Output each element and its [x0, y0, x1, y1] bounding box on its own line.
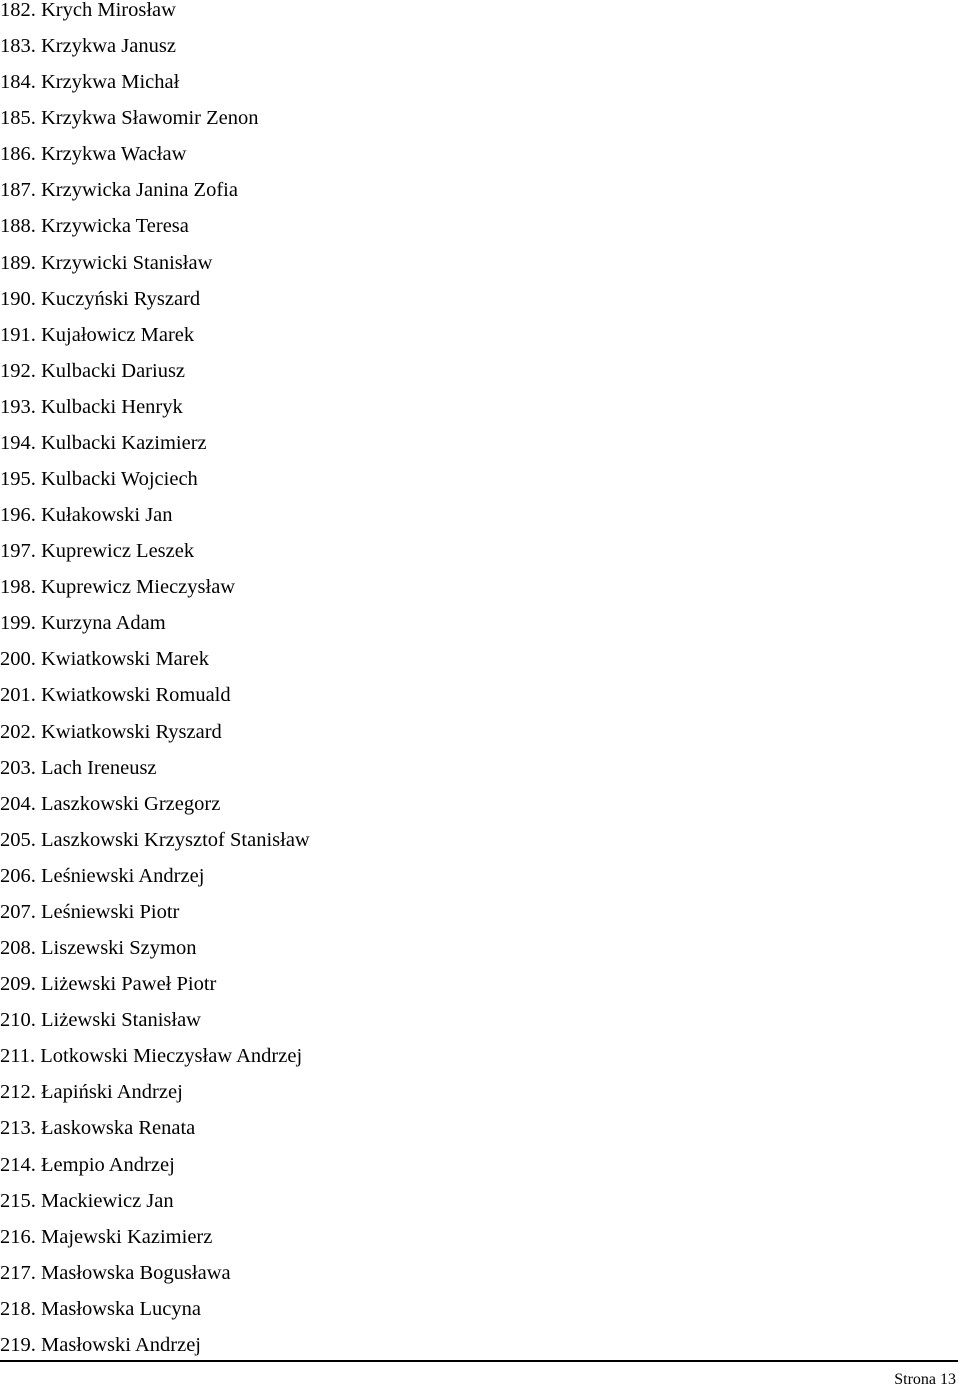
list-item — [0, 28, 310, 64]
item-number: 202. — [0, 720, 36, 743]
item-name: Krzywicki Stanisław — [41, 251, 213, 274]
item-name: Kuczyński Ryszard — [41, 287, 201, 310]
item-number: 192. — [0, 359, 36, 382]
list-item — [0, 497, 310, 533]
item-name: Kujałowicz Marek — [41, 323, 195, 346]
item-number: 208. — [0, 937, 36, 960]
item-number: 196. — [0, 504, 36, 527]
list-item — [0, 714, 310, 750]
item-number: 201. — [0, 684, 36, 707]
item-number: 205. — [0, 828, 36, 851]
list-item — [0, 1327, 310, 1363]
list-item — [0, 822, 310, 858]
item-number: 219. — [0, 1333, 36, 1356]
item-name: Kwiatkowski Romuald — [41, 684, 231, 707]
item-name: Kulbacki Dariusz — [41, 359, 186, 382]
item-name: Lach Ireneusz — [41, 756, 157, 779]
item-number: 191. — [0, 323, 36, 346]
item-number: 203. — [0, 756, 36, 779]
item-number: 189. — [0, 251, 36, 274]
item-name: Kułakowski Jan — [41, 504, 173, 527]
item-number: 198. — [0, 576, 36, 599]
item-number: 186. — [0, 143, 36, 166]
list-item — [0, 1255, 310, 1291]
item-name: Kuprewicz Mieczysław — [41, 576, 236, 599]
list-item — [0, 353, 310, 389]
list-item — [0, 641, 310, 677]
item-name: Mackiewicz Jan — [41, 1189, 174, 1212]
item-number: 187. — [0, 179, 36, 202]
item-number: 210. — [0, 1009, 36, 1032]
list-item — [0, 1110, 310, 1146]
list-item — [0, 0, 310, 28]
item-name: Liżewski Paweł Piotr — [41, 973, 217, 996]
item-name: Liżewski Stanisław — [41, 1009, 201, 1032]
name-list — [0, 0, 310, 1363]
item-name: Kulbacki Wojciech — [41, 468, 198, 491]
list-item — [0, 1074, 310, 1110]
item-number: 216. — [0, 1225, 36, 1248]
item-name: Łapiński Andrzej — [41, 1081, 183, 1104]
list-item — [0, 750, 310, 786]
list-item — [0, 317, 310, 353]
list-item — [0, 786, 310, 822]
item-name: Kulbacki Kazimierz — [41, 431, 207, 454]
item-number: 190. — [0, 287, 36, 310]
list-item — [0, 425, 310, 461]
item-name: Leśniewski Andrzej — [41, 864, 205, 887]
item-name: Lotkowski Mieczysław Andrzej — [40, 1045, 303, 1068]
list-item — [0, 533, 310, 569]
item-number: 204. — [0, 792, 36, 815]
item-number: 214. — [0, 1153, 36, 1176]
item-number: 206. — [0, 864, 36, 887]
item-number: 199. — [0, 612, 36, 635]
item-name: Majewski Kazimierz — [41, 1225, 213, 1248]
item-number: 215. — [0, 1189, 36, 1212]
item-name: Krzykwa Michał — [41, 71, 180, 94]
list-item — [0, 677, 310, 713]
list-item — [0, 461, 310, 497]
item-number: 195. — [0, 468, 36, 491]
item-number: 200. — [0, 648, 36, 671]
item-number: 185. — [0, 107, 36, 130]
list-item — [0, 100, 310, 136]
list-item — [0, 136, 310, 172]
item-number: 193. — [0, 395, 36, 418]
item-number: 207. — [0, 900, 36, 923]
item-name: Łaskowska Renata — [41, 1117, 196, 1140]
item-name: Laszkowski Krzysztof Stanisław — [41, 828, 310, 851]
list-item — [0, 64, 310, 100]
item-number: 182. — [0, 0, 36, 21]
item-name: Laszkowski Grzegorz — [41, 792, 221, 815]
list-item — [0, 930, 310, 966]
list-item — [0, 172, 310, 208]
item-number: 211. — [0, 1045, 36, 1068]
list-item — [0, 1038, 310, 1074]
item-name: Kulbacki Henryk — [41, 395, 183, 418]
list-item — [0, 281, 310, 317]
item-number: 212. — [0, 1081, 36, 1104]
list-item — [0, 605, 310, 641]
item-name: Leśniewski Piotr — [41, 900, 180, 923]
list-item — [0, 1219, 310, 1255]
page-number: Strona 13 — [894, 1371, 956, 1388]
item-number: 218. — [0, 1297, 36, 1320]
item-number: 184. — [0, 71, 36, 94]
item-name: Krzywicka Janina Zofia — [41, 179, 238, 202]
list-item — [0, 894, 310, 930]
item-name: Krzykwa Sławomir Zenon — [41, 107, 259, 130]
item-number: 209. — [0, 973, 36, 996]
list-item — [0, 389, 310, 425]
item-name: Krych Mirosław — [41, 0, 176, 21]
item-name: Krzywicka Teresa — [41, 215, 189, 238]
list-item — [0, 858, 310, 894]
item-name: Kwiatkowski Ryszard — [41, 720, 222, 743]
item-name: Kurzyna Adam — [41, 612, 166, 635]
item-name: Masłowska Bogusława — [41, 1261, 231, 1284]
item-number: 188. — [0, 215, 36, 238]
list-item — [0, 1002, 310, 1038]
list-item — [0, 569, 310, 605]
item-number: 197. — [0, 540, 36, 563]
list-item — [0, 1147, 310, 1183]
item-name: Liszewski Szymon — [41, 937, 197, 960]
item-name: Kwiatkowski Marek — [41, 648, 209, 671]
item-number: 213. — [0, 1117, 36, 1140]
item-name: Masłowska Lucyna — [41, 1297, 201, 1320]
item-number: 217. — [0, 1261, 36, 1284]
item-name: Kuprewicz Leszek — [41, 540, 195, 563]
list-item — [0, 208, 310, 244]
item-name: Łempio Andrzej — [41, 1153, 175, 1176]
item-name: Masłowski Andrzej — [41, 1333, 201, 1356]
list-item — [0, 966, 310, 1002]
list-item — [0, 1291, 310, 1327]
item-name: Krzykwa Wacław — [41, 143, 187, 166]
list-item — [0, 245, 310, 281]
item-number: 194. — [0, 431, 36, 454]
item-name: Krzykwa Janusz — [41, 35, 176, 58]
footer-divider — [0, 1360, 958, 1362]
item-number: 183. — [0, 35, 36, 58]
list-item — [0, 1183, 310, 1219]
